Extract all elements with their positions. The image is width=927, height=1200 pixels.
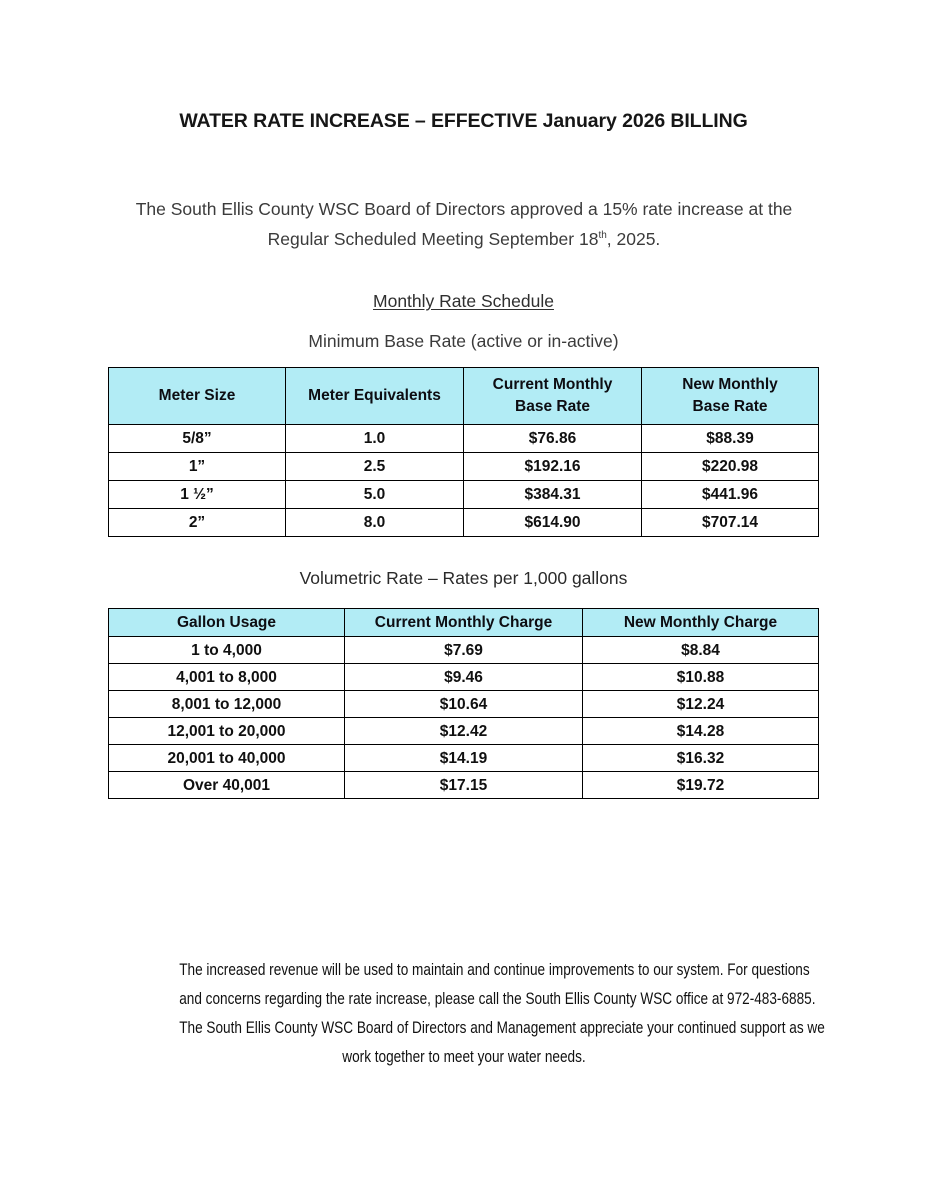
cell-new-charge: $14.28 (583, 718, 819, 745)
cell-current-charge: $17.15 (345, 772, 583, 799)
column-header-line: Base Rate (692, 398, 768, 415)
table-row (109, 425, 819, 453)
cell-usage: 12,001 to 20,000 (109, 718, 345, 745)
column-header-meter-size (109, 368, 286, 425)
cell-current-rate: $76.86 (464, 425, 642, 453)
base-rate-table (108, 367, 819, 537)
table-row (109, 718, 819, 745)
cell-current-charge: $7.69 (345, 637, 583, 664)
closing-line-4: work together to meet your water needs. (342, 1047, 586, 1066)
column-header-gallon-usage: Gallon Usage (109, 609, 345, 637)
cell-usage: Over 40,001 (109, 772, 345, 799)
cell-current-charge: $14.19 (345, 745, 583, 772)
cell-current-charge: $9.46 (345, 664, 583, 691)
cell-new-charge: $12.24 (583, 691, 819, 718)
table-row (109, 637, 819, 664)
column-header-new-monthly-base-rate (642, 368, 819, 425)
heading-monthly-rate-schedule-text: Monthly Rate Schedule (373, 291, 554, 311)
heading-minimum-base-rate: Minimum Base Rate (active or in-active) (308, 331, 619, 351)
table-row (109, 772, 819, 799)
table-row (109, 509, 819, 537)
volumetric-rate-table (108, 608, 819, 799)
column-header-line: Current Monthly (492, 376, 613, 393)
cell-meter-size: 5/8” (109, 425, 286, 453)
cell-current-charge: $10.64 (345, 691, 583, 718)
page-title: WATER RATE INCREASE – EFFECTIVE January 2026 BILLING (179, 110, 748, 132)
table-row (109, 691, 819, 718)
closing-line-2: and concerns regarding the rate increase, please call the South Ellis County WSC office at 972-483-6885. (179, 989, 816, 1008)
closing-line-1: The increased revenue will be used to maintain and continue improvements to our system. For questions (179, 960, 810, 979)
column-header-current-monthly-base-rate (464, 368, 642, 425)
cell-current-charge: $12.42 (345, 718, 583, 745)
column-header-current-monthly-charge: Current Monthly Charge (345, 609, 583, 637)
cell-current-rate: $192.16 (464, 453, 642, 481)
cell-new-charge: $10.88 (583, 664, 819, 691)
cell-new-charge: $19.72 (583, 772, 819, 799)
table-row (109, 664, 819, 691)
cell-new-rate: $441.96 (642, 481, 819, 509)
column-header-line: Base Rate (515, 398, 590, 415)
cell-meter-equivalents: 2.5 (286, 453, 464, 481)
cell-new-charge: $16.32 (583, 745, 819, 772)
table-header-row (109, 368, 819, 425)
ordinal-suffix: th (598, 230, 607, 242)
column-header-meter-equivalents (286, 368, 464, 425)
cell-meter-equivalents: 8.0 (286, 509, 464, 537)
column-header-new-monthly-charge: New Monthly Charge (583, 609, 819, 637)
intro-line-2-prefix: Regular Scheduled Meeting September 18 (267, 229, 599, 249)
column-header-line: Meter Equivalents (308, 387, 441, 404)
table-row (109, 481, 819, 509)
cell-meter-size: 1” (109, 453, 286, 481)
table-header-row (109, 609, 819, 637)
heading-volumetric-rate: Volumetric Rate – Rates per 1,000 gallons (299, 568, 628, 588)
cell-current-rate: $384.31 (464, 481, 642, 509)
cell-new-charge: $8.84 (583, 637, 819, 664)
column-header-line: Meter Size (158, 387, 236, 404)
cell-new-rate: $88.39 (642, 425, 819, 453)
cell-usage: 4,001 to 8,000 (109, 664, 345, 691)
cell-usage: 20,001 to 40,000 (109, 745, 345, 772)
cell-meter-equivalents: 5.0 (286, 481, 464, 509)
intro-paragraph (113, 194, 815, 254)
cell-meter-size: 2” (109, 509, 286, 537)
closing-line-3: The South Ellis County WSC Board of Directors and Management appreciate your continued support as we (179, 1018, 825, 1037)
table-row (109, 453, 819, 481)
cell-current-rate: $614.90 (464, 509, 642, 537)
cell-new-rate: $707.14 (642, 509, 819, 537)
intro-line-2-suffix: , 2025. (606, 229, 661, 249)
cell-usage: 1 to 4,000 (109, 637, 345, 664)
intro-line-1: The South Ellis County WSC Board of Directors approved a 15% rate increase at the (135, 199, 793, 219)
column-header-line: New Monthly (682, 376, 778, 393)
cell-new-rate: $220.98 (642, 453, 819, 481)
cell-usage: 8,001 to 12,000 (109, 691, 345, 718)
table-row (109, 745, 819, 772)
closing-paragraph (108, 955, 825, 1071)
cell-meter-size: 1 ½” (109, 481, 286, 509)
heading-monthly-rate-schedule (0, 291, 927, 312)
cell-meter-equivalents: 1.0 (286, 425, 464, 453)
